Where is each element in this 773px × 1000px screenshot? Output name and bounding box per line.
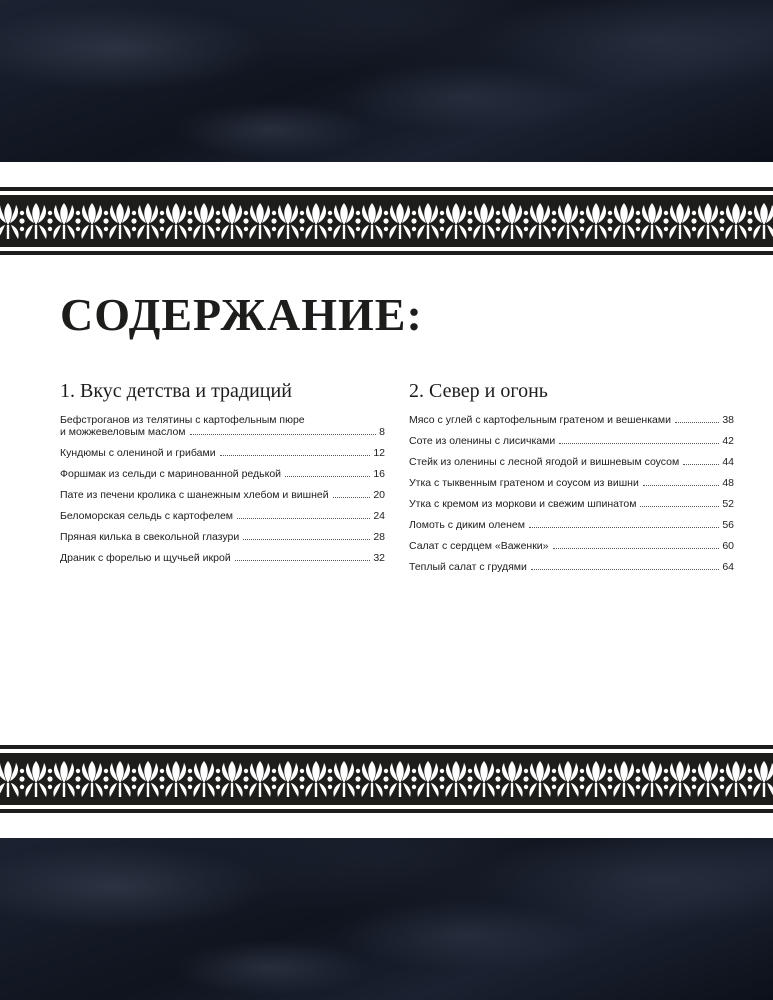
toc-entry[interactable] xyxy=(60,447,385,459)
toc-entry-title: Утка с кремом из моркови и свежим шпинатом xyxy=(409,498,637,510)
toc-entry-title: Салат с сердцем «Важенки» xyxy=(409,540,549,552)
toc-list xyxy=(60,414,385,564)
page-title: СОДЕРЖАНИЕ: xyxy=(60,289,423,340)
dot-leader xyxy=(235,560,371,561)
toc-entry-title: Утка с тыквенным гратеном и соусом из вишни xyxy=(409,477,639,489)
dot-leader xyxy=(285,476,370,477)
dot-leader xyxy=(640,506,719,507)
toc-entry-title: Пряная килька в свекольной глазури xyxy=(60,531,240,543)
toc-entry[interactable] xyxy=(60,531,385,543)
toc-entry-page: 64 xyxy=(722,561,734,573)
toc-entry-title-line1: Бефстроганов из телятины с картофельным пюре xyxy=(60,414,305,426)
toc-entry[interactable] xyxy=(60,552,385,564)
toc-entry-title: Теплый салат с грудями xyxy=(409,561,527,573)
toc-entry-page: 24 xyxy=(373,510,385,522)
section-title: 2. Север и огонь xyxy=(409,380,548,402)
dot-leader xyxy=(553,548,720,549)
toc-entry[interactable] xyxy=(409,414,734,426)
toc-entry-title: Ломоть с диким оленем xyxy=(409,519,525,531)
toc-entry-page: 16 xyxy=(373,468,385,480)
toc-entry[interactable] xyxy=(409,498,734,510)
toc-entry[interactable] xyxy=(409,540,734,552)
dot-leader xyxy=(190,434,377,435)
toc-section-2 xyxy=(409,380,734,582)
dot-leader xyxy=(559,443,719,444)
dot-leader xyxy=(333,497,371,498)
dot-leader xyxy=(643,485,719,486)
dot-leader xyxy=(243,539,370,540)
toc-entry-page: 32 xyxy=(373,552,385,564)
toc-entry-title: Драник с форелью и щучьей икрой xyxy=(60,552,231,564)
stone-background-top xyxy=(0,0,773,162)
toc-entry-page: 56 xyxy=(722,519,734,531)
toc-entry-page: 38 xyxy=(722,414,734,426)
toc-entry-page: 52 xyxy=(722,498,734,510)
dot-leader xyxy=(237,518,370,519)
toc-entry-page: 60 xyxy=(722,540,734,552)
toc-entry-title: Мясо с углей с картофельным гратеном и вешенками xyxy=(409,414,671,426)
toc-entry[interactable] xyxy=(409,456,734,468)
toc-entry-title: Соте из оленины с лисичками xyxy=(409,435,556,447)
dot-leader xyxy=(531,569,719,570)
dot-leader xyxy=(529,527,719,528)
toc-entry-title: Пате из печени кролика с шанежным хлебом и вишней xyxy=(60,489,329,501)
dot-leader xyxy=(220,455,371,456)
toc-entry[interactable] xyxy=(60,414,385,438)
toc-entry-title: Беломорская сельдь с картофелем xyxy=(60,510,234,522)
toc-entry[interactable] xyxy=(409,561,734,573)
toc-entry[interactable] xyxy=(409,435,734,447)
ornament-border-top xyxy=(0,187,773,255)
toc-entry-page: 42 xyxy=(722,435,734,447)
toc-entry-title: и можжевеловым маслом xyxy=(60,426,186,438)
toc-list xyxy=(409,414,734,573)
toc-entry-title: Стейк из оленины с лесной ягодой и вишневым соусом xyxy=(409,456,680,468)
dot-leader xyxy=(683,464,719,465)
section-title: 1. Вкус детства и традиций xyxy=(60,380,292,402)
toc-entry-page: 20 xyxy=(373,489,385,501)
toc-entry[interactable] xyxy=(409,519,734,531)
toc-entry[interactable] xyxy=(60,510,385,522)
toc-entry[interactable] xyxy=(409,477,734,489)
ornament-border-bottom xyxy=(0,745,773,813)
toc-entry-page: 28 xyxy=(373,531,385,543)
toc-section-1 xyxy=(60,380,385,573)
toc-entry[interactable] xyxy=(60,468,385,480)
dot-leader xyxy=(675,422,719,423)
toc-entry-page: 48 xyxy=(722,477,734,489)
toc-entry-page: 44 xyxy=(722,456,734,468)
toc-entry-title: Форшмак из сельди с маринованной редькой xyxy=(60,468,282,480)
toc-entry-page: 12 xyxy=(373,447,385,459)
stone-background-bottom xyxy=(0,838,773,1000)
toc-entry-page: 8 xyxy=(379,426,385,438)
toc-entry[interactable] xyxy=(60,489,385,501)
toc-entry-title: Кундюмы с олениной и грибами xyxy=(60,447,216,459)
